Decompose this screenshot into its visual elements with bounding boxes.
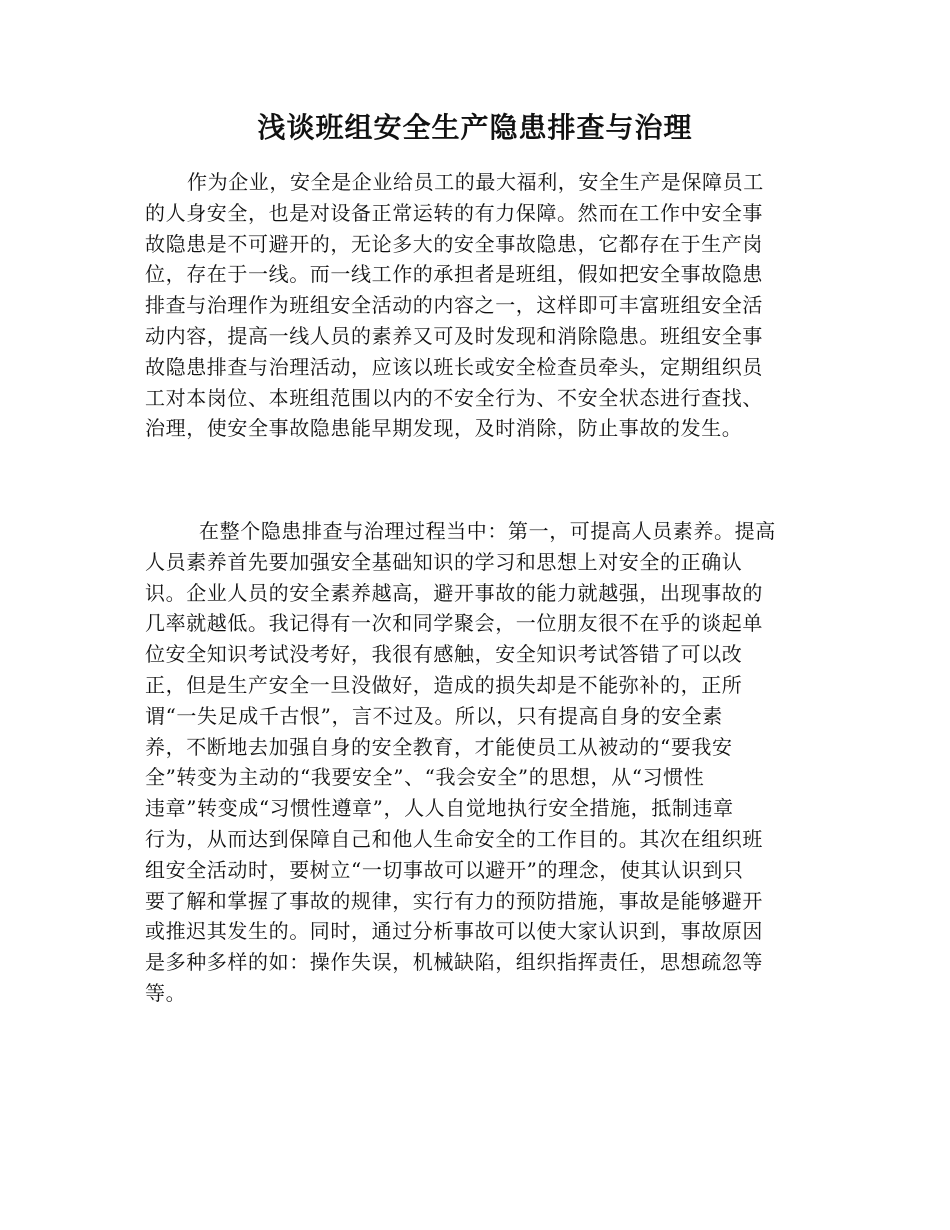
paragraph-line: 故隐患是不可避开的，无论多大的安全事故隐患，它都存在于生产岗	[145, 231, 763, 256]
paragraph-line: 养，不断地去加强自身的安全教育，才能使员工从被动的“要我安	[145, 734, 733, 759]
document-title: 浅谈班组安全生产隐患排查与治理	[257, 111, 693, 144]
paragraph-line: 是多种多样的如：操作失误，机械缺陷，组织指挥责任，思想疏忽等	[145, 950, 763, 975]
paragraph-line: 等。	[145, 981, 187, 1005]
paragraph-line: 治理，使安全事故隐患能早期发现，及时消除，防止事故的发生。	[145, 416, 743, 441]
paragraph-line: 几率就越低。我记得有一次和同学聚会，一位朋友很不在乎的谈起单	[145, 611, 763, 636]
paragraph-line: 识。企业人员的安全素养越高，避开事故的能力就越强，出现事故的	[145, 580, 763, 605]
paragraph-line: 要了解和掌握了事故的规律，实行有力的预防措施，事故是能够避开	[145, 888, 763, 913]
paragraph-line: 的人身安全，也是对设备正常运转的有力保障。然而在工作中安全事	[145, 200, 763, 225]
paragraph-line: 人员素养首先要加强安全基础知识的学习和思想上对安全的正确认	[145, 549, 743, 574]
paragraph-line: 谓“一失足成千古恨”，言不过及。所以，只有提高自身的安全素	[145, 703, 723, 728]
paragraph-line: 作为企业，安全是企业给员工的最大福利，安全生产是保障员工	[187, 170, 764, 194]
paragraph-line: 排查与治理作为班组安全活动的内容之一，这样即可丰富班组安全活	[145, 293, 763, 318]
paragraph-line: 位，存在于一线。而一线工作的承担者是班组，假如把安全事故隐患	[145, 262, 763, 287]
paragraph-line: 在整个隐患排查与治理过程当中：第一，可提高人员素养。提高	[199, 519, 776, 543]
paragraph-line: 行为，从而达到保障自己和他人生命安全的工作目的。其次在组织班	[145, 827, 763, 851]
paragraph-line: 正，但是生产安全一旦没做好，造成的损失却是不能弥补的，正所	[145, 673, 743, 697]
paragraph-line: 组安全活动时，要树立“一切事故可以避开”的理念，使其认识到只	[145, 857, 744, 882]
paragraph-line: 或推迟其发生的。同时，通过分析事故可以使大家认识到，事故原因	[145, 919, 763, 944]
paragraph-line: 动内容，提高一线人员的素养又可及时发现和消除隐患。班组安全事	[145, 324, 763, 348]
paragraph-line: 工对本岗位、本班组范围以内的不安全行为、不安全状态进行查找、	[145, 385, 763, 410]
paragraph-line: 违章”转变成“习惯性遵章”，人人自觉地执行安全措施，抵制违章	[145, 796, 734, 821]
paragraph-line: 全”转变为主动的“我要安全”、“我会安全”的思想，从“习惯性	[145, 765, 705, 790]
paragraph-line: 故隐患排查与治理活动，应该以班长或安全检查员牵头，定期组织员	[145, 354, 763, 379]
paragraph-line: 位安全知识考试没考好，我很有感触，安全知识考试答错了可以改	[145, 642, 743, 667]
